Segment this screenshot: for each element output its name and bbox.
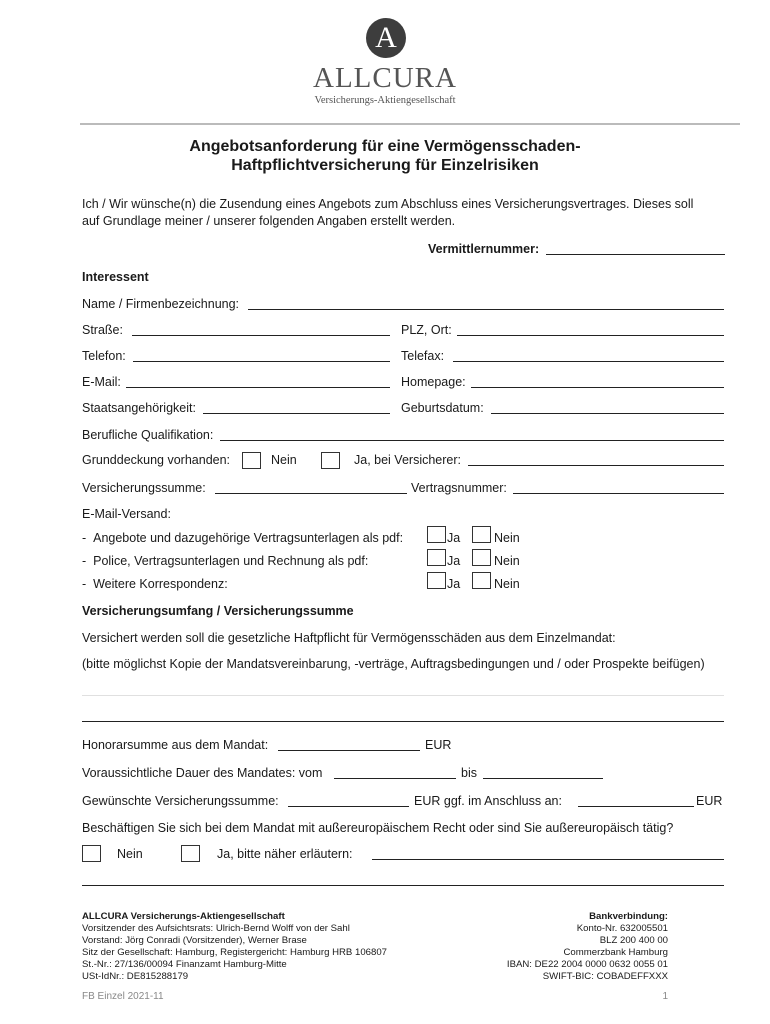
gewuenscht-eur-anschluss: EUR ggf. im Anschluss an: bbox=[414, 794, 562, 808]
frage-nein-label: Nein bbox=[117, 847, 143, 861]
honorar-field[interactable] bbox=[278, 750, 420, 751]
versicherer-field[interactable] bbox=[468, 465, 724, 466]
grunddeckung-nein-checkbox[interactable] bbox=[242, 452, 261, 469]
versand-2-nein-label: Nein bbox=[494, 554, 520, 568]
versand-2-nein-checkbox[interactable] bbox=[472, 549, 491, 566]
interessent-heading: Interessent bbox=[82, 270, 149, 284]
geburt-label: Geburtsdatum: bbox=[401, 401, 484, 415]
grunddeckung-nein-label: Nein bbox=[271, 453, 297, 467]
footer-left-3: Sitz der Gesellschaft: Hamburg, Registergericht: Hamburg HRB 106807 bbox=[82, 947, 388, 958]
brand-tagline: Versicherungs-Aktiengesellschaft bbox=[314, 95, 456, 106]
plz-field[interactable] bbox=[457, 335, 724, 336]
erlaeutern-field[interactable] bbox=[372, 859, 724, 860]
footer-right-2: BLZ 200 400 00 bbox=[599, 935, 668, 946]
umfang-heading: Versicherungsumfang / Versicherungssumme bbox=[82, 604, 354, 618]
page-title-line2: Haftpflichtversicherung für Einzelrisiken bbox=[231, 157, 539, 174]
gewuenscht-label: Gewünschte Versicherungssumme: bbox=[82, 794, 279, 808]
footer-left-4: St.-Nr.: 27/136/00094 Finanzamt Hamburg-Mitte bbox=[82, 959, 287, 970]
frage-ja-checkbox[interactable] bbox=[181, 845, 200, 862]
footer-right-3: Commerzbank Hamburg bbox=[563, 947, 668, 958]
umfang-line1: Versichert werden soll die gesetzliche Haftpflicht für Vermögensschäden aus dem Einzelmandat: bbox=[82, 631, 616, 645]
erlaeutern-field-2[interactable] bbox=[82, 885, 724, 886]
vertragsnummer-label: Vertragsnummer: bbox=[411, 481, 507, 495]
dauer-label: Voraussichtliche Dauer des Mandates: vom bbox=[82, 766, 323, 780]
versand-2-ja-checkbox[interactable] bbox=[427, 549, 446, 566]
footer-left-5: USt-IdNr.: DE815288179 bbox=[82, 971, 189, 982]
honorar-label: Honorarsumme aus dem Mandat: bbox=[82, 738, 269, 752]
footer-bank-heading: Bankverbindung: bbox=[589, 911, 668, 922]
umfang-field-2[interactable] bbox=[82, 721, 724, 722]
versand-item-1: - Angebote und dazugehörige Vertragsunterlagen als pdf: bbox=[82, 531, 404, 545]
telefax-field[interactable] bbox=[453, 361, 724, 362]
name-field[interactable] bbox=[248, 309, 724, 310]
versand-1-ja-label: Ja bbox=[447, 531, 461, 545]
email-field[interactable] bbox=[126, 387, 390, 388]
frage-nein-checkbox[interactable] bbox=[82, 845, 101, 862]
versand-3-nein-checkbox[interactable] bbox=[472, 572, 491, 589]
header-divider bbox=[80, 123, 740, 125]
versand-item-2: - Police, Vertragsunterlagen und Rechnung als pdf: bbox=[82, 554, 369, 568]
frage-ja-label: Ja, bitte näher erläutern: bbox=[217, 847, 353, 861]
plz-label: PLZ, Ort: bbox=[401, 323, 452, 337]
staat-field[interactable] bbox=[203, 413, 390, 414]
dauer-bis-field[interactable] bbox=[483, 778, 603, 779]
footer-right-4: IBAN: DE22 2004 0000 0632 0055 01 bbox=[506, 959, 668, 970]
telefax-label: Telefax: bbox=[401, 349, 445, 363]
umfang-line2: (bitte möglichst Kopie der Mandatsvereinbarung, -verträge, Auftragsbedingungen und / oder Prospekte beifügen) bbox=[82, 657, 705, 671]
homepage-field[interactable] bbox=[471, 387, 724, 388]
geburt-field[interactable] bbox=[491, 413, 724, 414]
brand-name: ALLCURA bbox=[313, 62, 457, 94]
telefon-label: Telefon: bbox=[82, 349, 126, 363]
versand-1-nein-label: Nein bbox=[494, 531, 520, 545]
intro-line1: Ich / Wir wünsche(n) die Zusendung eines Angebots zum Abschluss eines Versicherungsvertrages. Dieses soll bbox=[82, 197, 694, 211]
versand-item-2-label: Police, Vertragsunterlagen und Rechnung als pdf: bbox=[93, 554, 369, 568]
strasse-field[interactable] bbox=[132, 335, 390, 336]
footer-company: ALLCURA Versicherungs-Aktiengesellschaft bbox=[82, 911, 285, 922]
footer-left-1: Vorsitzender des Aufsichtsrats: Ulrich-Bernd Wolff von der Sahl bbox=[82, 923, 350, 934]
frage-label: Beschäftigen Sie sich bei dem Mandat mit außereuropäischem Recht oder sind Sie außereuropäisch tätig? bbox=[82, 821, 674, 835]
form-id: FB Einzel 2021-11 bbox=[82, 991, 164, 1002]
telefon-field[interactable] bbox=[133, 361, 390, 362]
anschluss-field[interactable] bbox=[578, 806, 694, 807]
summe-label: Versicherungssumme: bbox=[82, 481, 206, 495]
page-number: 1 bbox=[662, 991, 668, 1002]
dauer-bis-label: bis bbox=[461, 766, 477, 780]
versand-3-ja-label: Ja bbox=[447, 577, 461, 591]
gewuenscht-field[interactable] bbox=[288, 806, 409, 807]
versand-3-ja-checkbox[interactable] bbox=[427, 572, 446, 589]
logo-letter: A bbox=[375, 21, 397, 54]
strasse-label: Straße: bbox=[82, 323, 123, 337]
footer-left-2: Vorstand: Jörg Conradi (Vorsitzender), Werner Brase bbox=[82, 935, 307, 946]
versand-1-nein-checkbox[interactable] bbox=[472, 526, 491, 543]
summe-field[interactable] bbox=[215, 493, 407, 494]
footer-right-5: SWIFT-BIC: COBADEFFXXX bbox=[542, 971, 668, 982]
grunddeckung-label: Grunddeckung vorhanden: bbox=[82, 453, 231, 467]
grunddeckung-ja-label: Ja, bei Versicherer: bbox=[354, 453, 461, 467]
versand-item-1-label: Angebote und dazugehörige Vertragsunterlagen als pdf: bbox=[93, 531, 404, 545]
vertragsnummer-field[interactable] bbox=[513, 493, 724, 494]
homepage-label: Homepage: bbox=[401, 375, 466, 389]
qualifikation-field[interactable] bbox=[220, 440, 724, 441]
anschluss-eur: EUR bbox=[696, 794, 723, 808]
versand-item-3: - Weitere Korrespondenz: bbox=[82, 577, 228, 591]
versand-1-ja-checkbox[interactable] bbox=[427, 526, 446, 543]
versand-2-ja-label: Ja bbox=[447, 554, 461, 568]
email-label: E-Mail: bbox=[82, 375, 121, 389]
email-versand-heading: E-Mail-Versand: bbox=[82, 507, 171, 521]
qualifikation-label: Berufliche Qualifikation: bbox=[82, 428, 214, 442]
grunddeckung-ja-checkbox[interactable] bbox=[321, 452, 340, 469]
versand-item-3-label: Weitere Korrespondenz: bbox=[93, 577, 228, 591]
intro-line2: auf Grundlage meiner / unserer folgenden Angaben erstellt werden. bbox=[82, 214, 456, 228]
dauer-von-field[interactable] bbox=[334, 778, 456, 779]
page-title-line1: Angebotsanforderung für eine Vermögensschaden- bbox=[189, 138, 581, 155]
vermittler-field[interactable] bbox=[546, 254, 725, 255]
umfang-field-1[interactable] bbox=[82, 695, 724, 696]
vermittler-label: Vermittlernummer: bbox=[428, 242, 540, 256]
versand-3-nein-label: Nein bbox=[494, 577, 520, 591]
staat-label: Staatsangehörigkeit: bbox=[82, 401, 196, 415]
name-label: Name / Firmenbezeichnung: bbox=[82, 297, 240, 311]
honorar-eur: EUR bbox=[425, 738, 452, 752]
footer-right-1: Konto-Nr. 632005501 bbox=[576, 923, 668, 934]
